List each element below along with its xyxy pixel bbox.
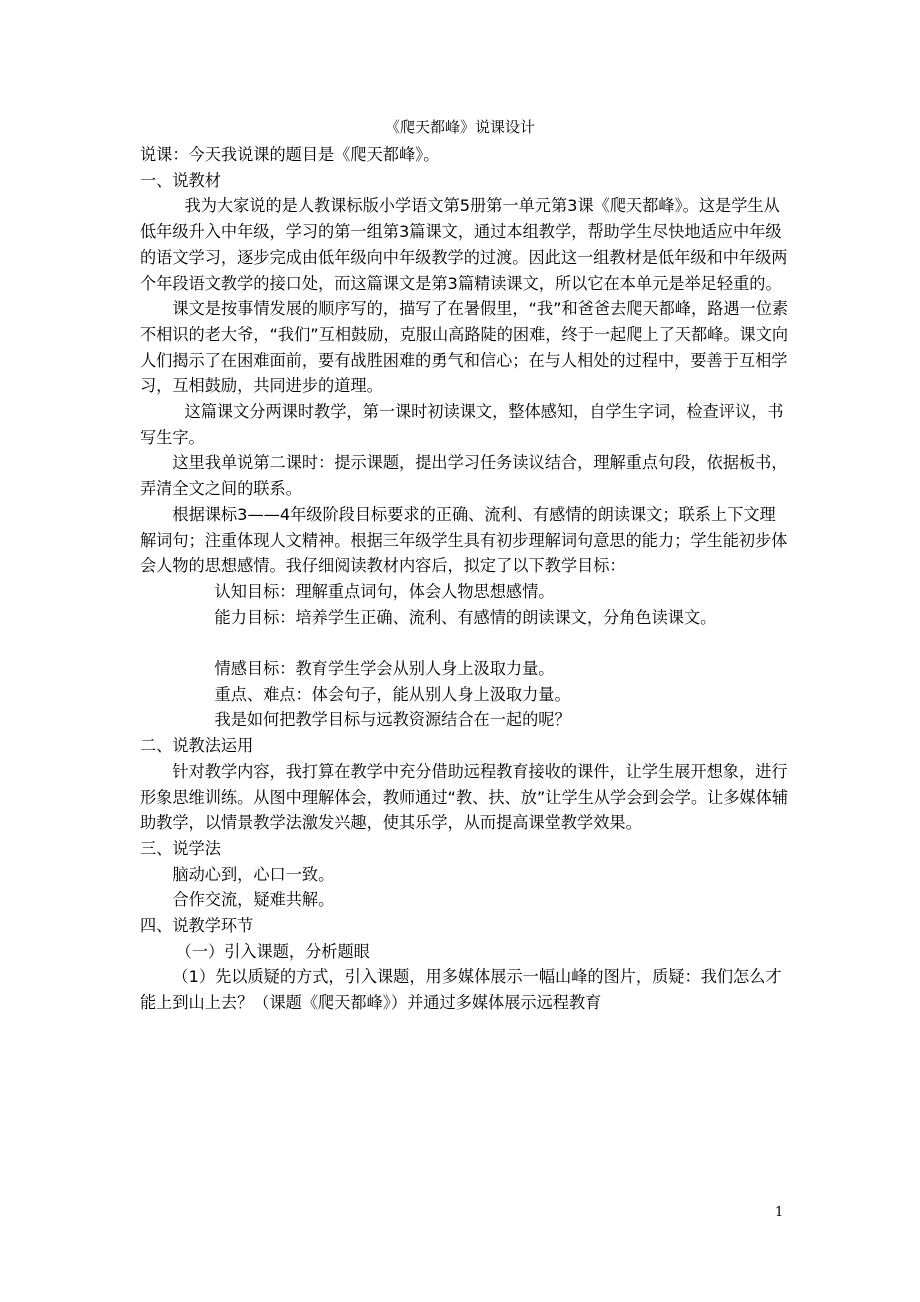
paragraph: 这里我单说第二课时：提示课题，提出学习任务读议结合，理解重点句段，依据板书，弄清全文之间的联系。 xyxy=(140,453,788,499)
method-item: 脑动心到，心口一致。 xyxy=(172,864,335,884)
intro-line: 说课：今天我说课的题目是《爬天都峰》。 xyxy=(140,145,440,164)
subsection-heading: （一）引入课题，分析题眼 xyxy=(175,941,370,961)
section-heading: 二、说教法运用 xyxy=(140,736,254,756)
paragraph: 我为大家说的是人教课标版小学语文第5册第一单元第3课《爬天都峰》。这是学生从低年级升入中年级，学习的第一组第3篇课文，通过本组教学，帮助学生尽快地适应中年级的语文学习，逐步完成由低年级向中年级教学的过渡。因此这一组教材是低年级和中年级两个年段语文教学的接口处，而这篇课文是第3篇精读课文，所以它在本单元是举足轻重的。 xyxy=(140,196,788,293)
paragraph: 针对教学内容，我打算在教学中充分借助远程教育接收的课件，让学生展开想象，进行形象思维训练。从图中理解体会，教师通过“教、扶、放”让学生从学会到会学。让多媒体辅助教学，以情景教学法激发兴趣，使其乐学，从而提高课堂教学效果。 xyxy=(140,761,789,833)
section-heading: 三、说学法 xyxy=(140,838,221,858)
paragraph: 根据课标3——4年级阶段目标要求的正确、流利、有感情的朗读课文；联系上下文理解词句；注重体现人文精神。根据三年级学生具有初步理解词句意思的能力；学生能初步体会人物的思想感情。我仔细阅读教材内容后，拟定了以下教学目标： xyxy=(140,504,788,576)
paragraph: （1）先以质疑的方式，引入课题，用多媒体展示一幅山峰的图片，质疑：我们怎么才能上到山上去？（课题《爬天都峰》）并通过多媒体展示远程教育 xyxy=(140,967,782,1013)
blank-line xyxy=(140,630,790,656)
section-heading: 一、说教材 xyxy=(140,170,221,190)
document-body xyxy=(140,142,790,1016)
method-item: 合作交流，疑难共解。 xyxy=(172,890,335,910)
document-title: 《爬天都峰》说课设计 xyxy=(384,118,535,136)
objective-item: 重点、难点：体会句子，能从别人身上汲取力量。 xyxy=(214,684,571,704)
paragraph: 课文是按事情发展的顺序写的，描写了在暑假里，“我”和爸爸去爬天都峰，路遇一位素不相识的老大爷，“我们”互相鼓励，克服山高路陡的困难，终于一起爬上了天都峰。课文向人们揭示了在困难面前，要有战胜困难的勇气和信心；在与人相处的过程中，要善于互相学习，互相鼓励，共同进步的道理。 xyxy=(140,299,789,396)
objective-item: 情感目标：教育学生学会从别人身上汲取力量。 xyxy=(214,659,555,679)
paragraph: 这篇课文分两课时教学，第一课时初读课文，整体感知，自学生字词，检查评议，书写生字。 xyxy=(140,402,784,447)
objective-item: 认知目标：理解重点词句，体会人物思想感情。 xyxy=(214,581,555,601)
page-number: 1 xyxy=(775,1205,784,1220)
section-heading: 四、说教学环节 xyxy=(140,916,254,936)
objective-item: 我是如何把教学目标与远教资源结合在一起的呢？ xyxy=(214,710,571,730)
objective-item: 能力目标：培养学生正确、流利、有感情的朗读课文，分角色读课文。 xyxy=(214,607,717,627)
